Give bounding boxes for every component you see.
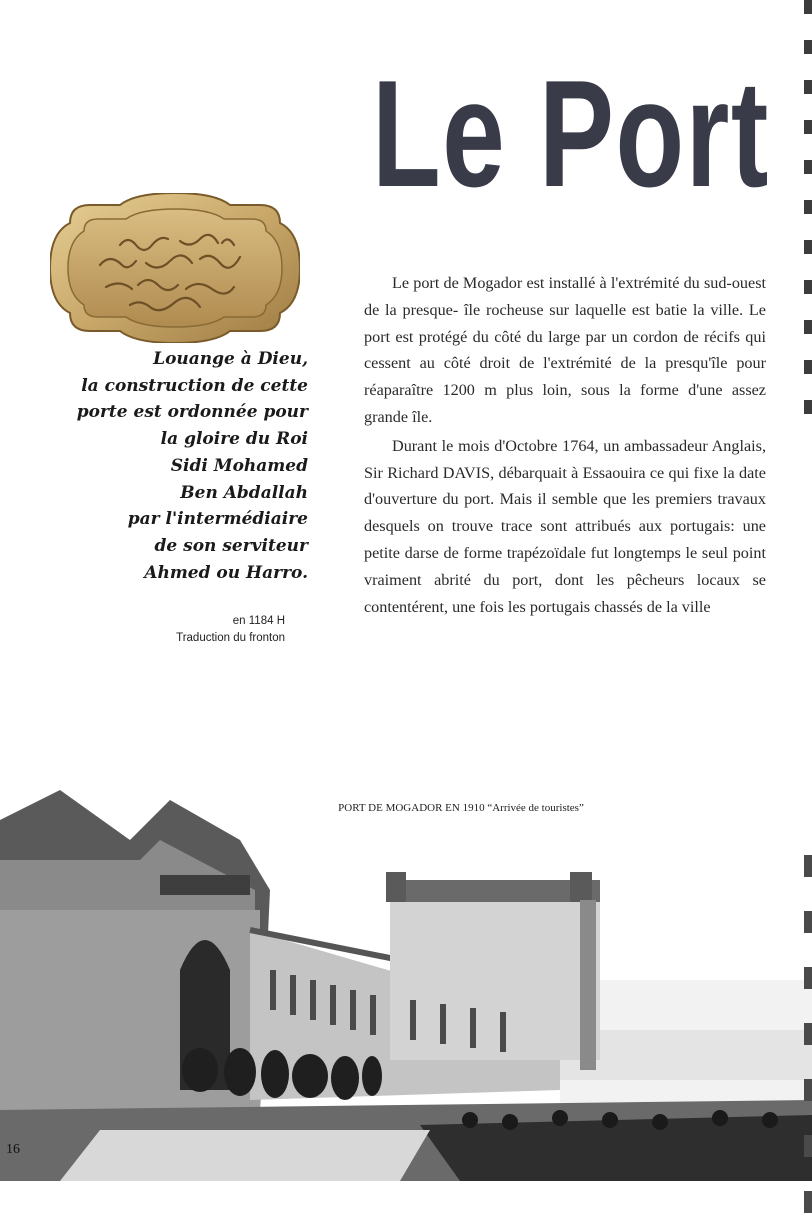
inscription-line: porte est ordonnée pour <box>76 402 308 423</box>
inscription-caption: Traduction du fronton <box>176 632 285 644</box>
inscription-line: la gloire du Roi <box>160 429 308 450</box>
article-paragraph: Durant le mois d'Octobre 1764, un ambassadeur Anglais, Sir Richard DAVIS, débarquait à Essaouira ce qui fixe la date d'ouverture du port. Mais il semble que les premiers travaux desquels on trouve trace sont attribués aux portugais: une petite darse de forme trapézoïdale fut longtemps le seul point vraiment abrité du port, dont les pêcheurs locaux se contentérent, une fois les portugais chassés de la ville <box>364 436 766 616</box>
inscription-line: Louange à Dieu, <box>153 349 308 369</box>
page-title: Le Port <box>372 49 770 219</box>
inscription-line: Ben Abdallah <box>180 482 308 503</box>
article-paragraph: Le port de Mogador est installé à l'extrémité du sud-ouest de la presque- île rocheuse sur laquelle est batie la ville. Le port est protégé du côté du large par un cordon de récifs qui cessent au côté droit de l'extrémité de la presqu'île pour réaparaître 1200 m plus loin, sous la forme d'une assez grande île. <box>364 274 766 426</box>
inscription-line: par l'intermédiaire <box>127 509 308 530</box>
edge-film-marks-top <box>802 0 812 414</box>
inscription-translation <box>58 346 308 586</box>
inscription-line: la construction de cette <box>81 375 308 396</box>
inscription-plaque-image <box>50 193 300 343</box>
historic-port-photo <box>0 780 812 1181</box>
article-body <box>364 270 766 620</box>
inscription-line: Ahmed ou Harro. <box>144 562 308 583</box>
edge-film-marks-bottom <box>802 855 812 1213</box>
photo-caption: PORT DE MOGADOR EN 1910 “Arrivée de touristes” <box>338 802 584 814</box>
inscription-line: Sidi Mohamed <box>170 455 308 476</box>
inscription-line: de son serviteur <box>154 535 308 556</box>
inscription-date: en 1184 H <box>232 615 285 627</box>
page-number: 16 <box>6 1142 20 1157</box>
